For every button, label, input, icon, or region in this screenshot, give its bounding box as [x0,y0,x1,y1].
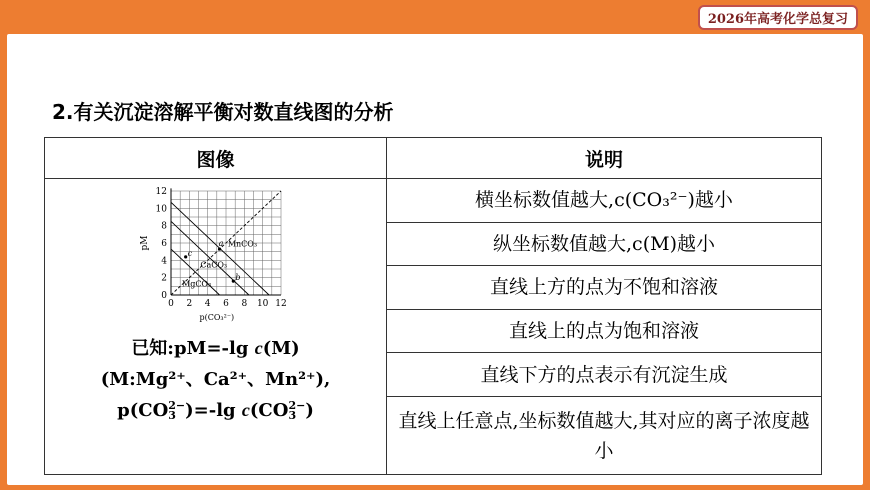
known-text-1b: (M) [262,338,300,359]
y-tick-label: 12 [155,187,167,197]
known-text-3d: ) [305,400,314,421]
chart-container [131,183,301,329]
table-row [45,179,822,223]
y-tick-label: 2 [160,273,167,284]
solubility-chart [131,183,301,329]
known-text-3b: )=-lg [185,400,242,421]
carbonate-charge-1: 2− 3 [168,399,186,422]
known-c-1: c [254,338,263,358]
header-image: 图像 [45,138,387,179]
x-tick-label: 6 [222,299,229,309]
y-tick-label: 0 [160,291,167,301]
known-conditions [45,333,386,426]
carbonate-charge-2: 2− 3 [288,399,306,422]
course-badge: 2026年高考化学总复习 [698,5,858,30]
y-tick-label: 10 [155,204,167,215]
data-point-label: a [218,239,223,249]
known-line-1 [45,333,386,364]
known-text-1: 已知:pM=-lg [131,338,255,359]
section-title: 2.有关沉淀溶解平衡对数直线图的分析 [52,100,394,124]
y-tick-label: 8 [160,221,167,232]
x-tick-label: 12 [274,299,287,309]
chart-cell [45,179,387,475]
series-annotation: CaCO₃ [199,260,227,270]
desc-row-1: 横坐标数值越大,c(CO₃²⁻)越小 [387,179,822,223]
y-tick-label: 4 [160,256,167,267]
x-tick-label: 8 [240,299,247,309]
data-point-label: b [234,273,240,283]
data-point-label: c [187,248,192,258]
x-axis-label: p(CO₃²⁻) [198,313,234,322]
table-header-row [45,138,822,179]
x-tick-label: 10 [256,299,268,309]
desc-row-6: 直线上任意点,坐标数值越大,其对应的离子浓度越小 [387,397,822,475]
known-text-3a: p(CO [117,400,169,421]
y-axis-label: pM [139,235,150,251]
desc-row-4: 直线上的点为饱和溶液 [387,309,822,353]
x-tick-label: 2 [185,299,192,309]
series-annotation: MgCO₃ [181,279,211,289]
desc-row-5: 直线下方的点表示有沉淀生成 [387,353,822,397]
y-tick-label: 6 [160,239,167,249]
known-text-3c: (CO [249,400,289,421]
x-tick-label: 0 [167,299,174,309]
series-annotation: MnCO₃ [227,239,257,249]
known-line-3 [45,395,386,426]
header-explanation: 说明 [387,138,822,179]
desc-row-2: 纵坐标数值越大,c(M)越小 [387,222,822,266]
x-tick-label: 4 [204,299,211,309]
known-c-3: c [241,400,250,420]
analysis-table [44,137,822,475]
known-line-2: (M:Mg²⁺、Ca²⁺、Mn²⁺), [100,369,331,390]
desc-row-3: 直线上方的点为不饱和溶液 [387,266,822,310]
